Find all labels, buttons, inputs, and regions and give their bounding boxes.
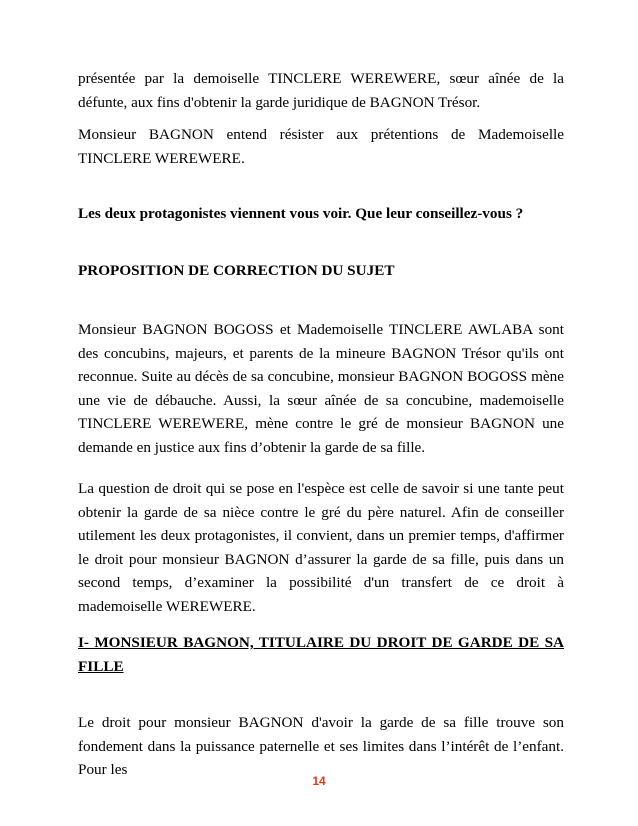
paragraph-facts — [78, 318, 564, 459]
paragraph-legal-question — [78, 477, 564, 618]
paragraph-text: Monsieur BAGNON entend résister aux prétentions de Mademoiselle TINCLERE WEREWERE. — [78, 126, 564, 167]
paragraph-resistance — [78, 123, 564, 170]
question-heading: Les deux protagonistes viennent vous voir. Que leur conseillez-vous ? — [78, 205, 524, 222]
page-number: 14 — [312, 774, 326, 788]
paragraph-text: Monsieur BAGNON BOGOSS et Mademoiselle TINCLERE AWLABA sont des concubins, majeurs, et parents de la mineure BAGNON Trésor qu'ils ont reconnue. Suite au décès de sa concubine, monsieur BAGNON BOGOSS mène une vie de débauche. Aussi, la sœur aînée de sa concubine, mademoiselle TINCLERE WEREWERE, mène contre le gré de monsieur BAGNON une demande en justice aux fins d’obtenir la garde de sa fille. — [78, 321, 564, 456]
paragraph-text: Le droit pour monsieur BAGNON d'avoir la garde de sa fille trouve son fondement dans la puissance paternelle et ses limites dans l’intérêt de l’enfant. Pour les — [78, 714, 564, 778]
paragraph-text: La question de droit qui se pose en l'espèce est celle de savoir si une tante peut obtenir la garde de sa nièce contre le gré du père naturel. Afin de conseiller utilement les deux protagonistes, il convient, dans un premier temps, d'affirmer le droit pour monsieur BAGNON d’assurer la garde de sa fille, puis dans un second temps, d’examiner la possibilité d'un transfert de ce droit à mademoiselle WEREWERE. — [78, 480, 564, 615]
paragraph-intro — [78, 67, 564, 114]
section-heading-1: I- MONSIEUR BAGNON, TITULAIRE DU DROIT DE GARDE DE SA FILLE — [78, 634, 564, 675]
correction-heading: PROPOSITION DE CORRECTION DU SUJET — [78, 262, 395, 279]
paragraph-text: présentée par la demoiselle TINCLERE WEREWERE, sœur aînée de la défunte, aux fins d'obtenir la garde juridique de BAGNON Trésor. — [78, 70, 564, 111]
